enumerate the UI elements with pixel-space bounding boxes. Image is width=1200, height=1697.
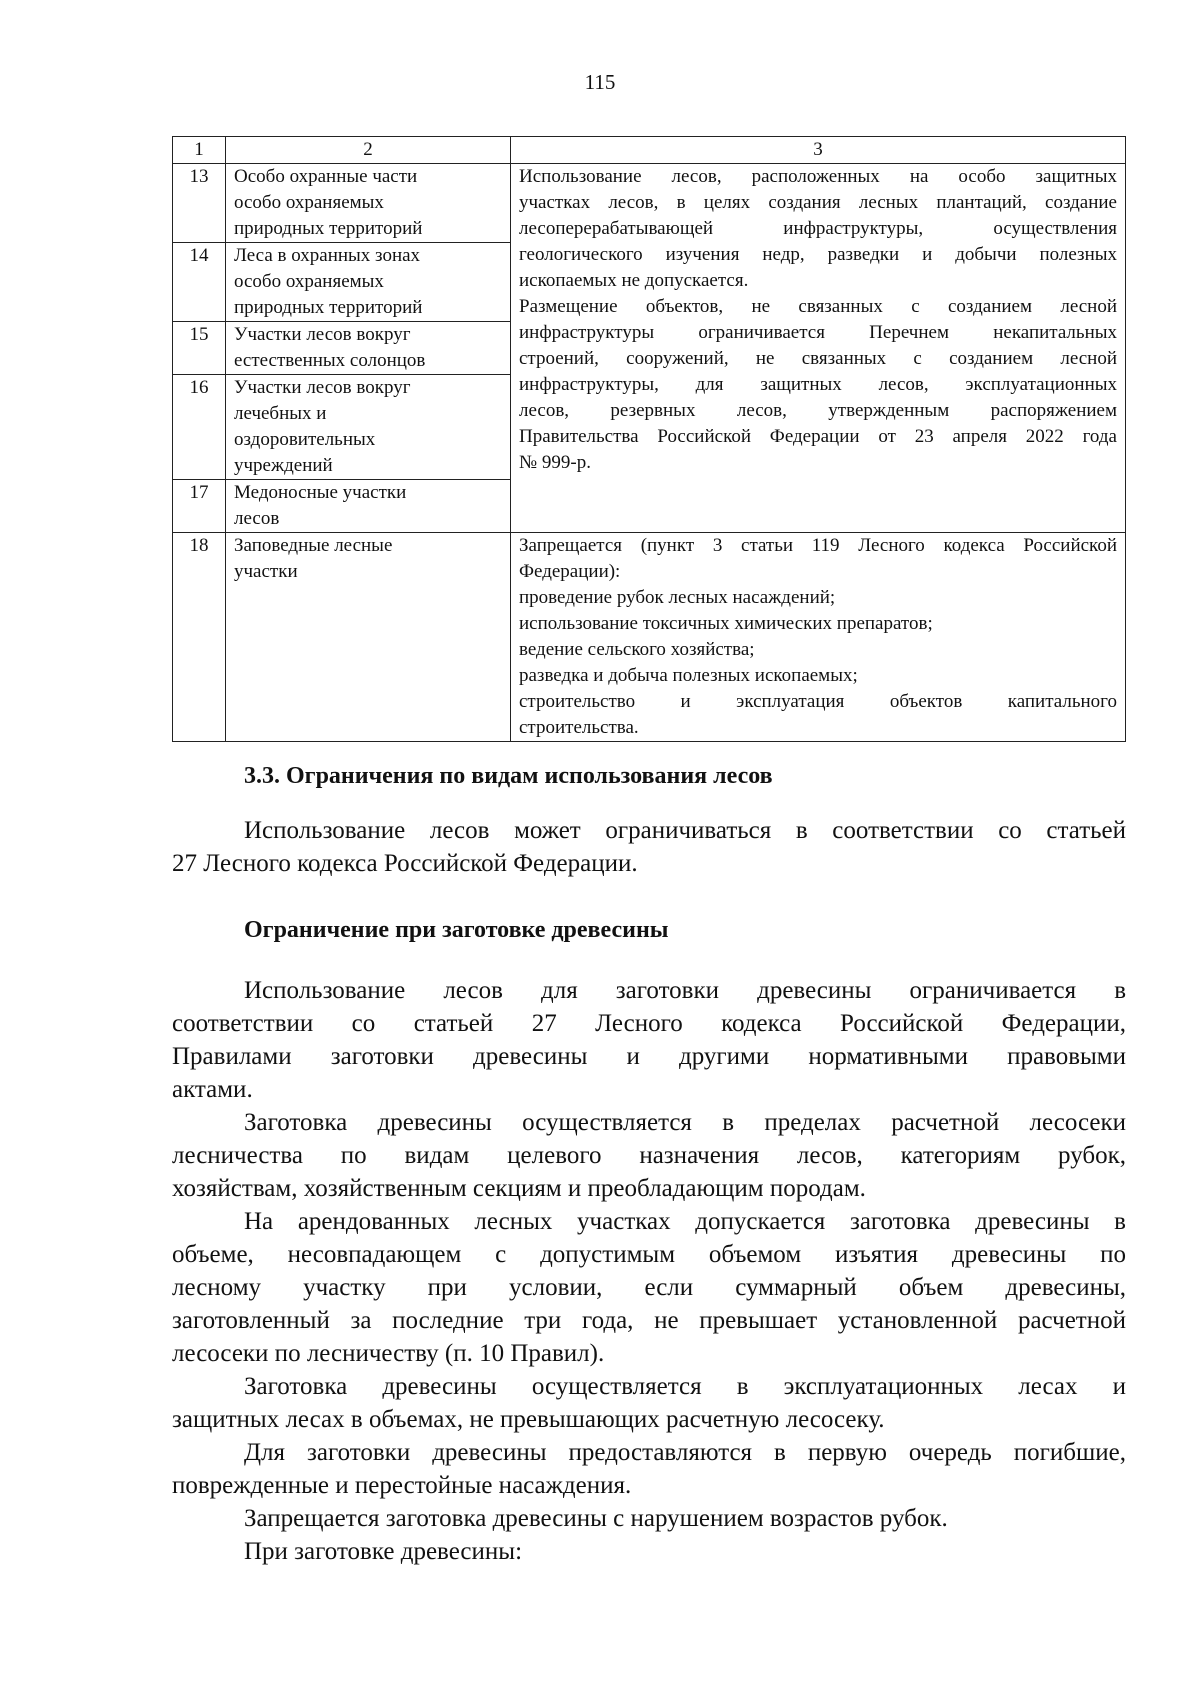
category-line: естественных солонцов <box>234 350 426 371</box>
restriction-line: Запрещается (пункт 3 статьи 119 Лесного кодекса Российской <box>519 535 1117 556</box>
paragraph-line: заготовленный за последние три года, не превышает установленной расчетной <box>172 1307 1126 1334</box>
paragraph-line: 27 Лесного кодекса Российской Федерации. <box>172 850 638 877</box>
section-title: 3.3. Ограничения по видам использования лесов <box>244 763 773 789</box>
row-number: 13 <box>173 164 226 243</box>
restriction-line: Размещение объектов, не связанных с созданием лесной <box>519 296 1117 317</box>
restriction-line: инфраструктуры, для защитных лесов, эксплуатационных <box>519 374 1117 395</box>
paragraph-line: защитных лесах в объемах, не превышающих расчетную лесосеку. <box>172 1406 885 1433</box>
category-line: Леса в охранных зонах <box>234 245 421 266</box>
category-line: учреждений <box>234 455 333 476</box>
table-row <box>173 533 1126 742</box>
category-line: Заповедные лесные <box>234 535 393 556</box>
paragraph-line: При заготовке древесины: <box>244 1538 523 1565</box>
header-col-3: 3 <box>511 137 1126 164</box>
category-line: Участки лесов вокруг <box>234 324 411 345</box>
category-line: Особо охранные части <box>234 166 418 187</box>
category-line: природных территорий <box>234 297 423 318</box>
restriction-line: Использование лесов, расположенных на особо защитных <box>519 166 1117 187</box>
restrictions-table <box>172 136 1126 742</box>
row-category <box>226 533 511 742</box>
paragraph-line: На арендованных лесных участках допускается заготовка древесины в <box>244 1208 1126 1235</box>
paragraph-line: соответствии со статьей 27 Лесного кодекса Российской Федерации, <box>172 1010 1126 1037</box>
paragraph-line: Заготовка древесины осуществляется в пределах расчетной лесосеки <box>244 1109 1126 1136</box>
paragraph-line: актами. <box>172 1076 253 1103</box>
row-number: 15 <box>173 322 226 375</box>
restriction-line: Федерации): <box>519 561 621 582</box>
category-line: оздоровительных <box>234 429 376 450</box>
row-category <box>226 243 511 322</box>
row-number: 14 <box>173 243 226 322</box>
restriction-line: лесоперерабатывающей инфраструктуры, осуществления <box>519 218 1117 239</box>
paragraph-line: Использование лесов может ограничиваться в соответствии со статьей <box>244 817 1126 844</box>
category-line: особо охраняемых <box>234 271 384 292</box>
restriction-line: № 999-р. <box>519 452 591 473</box>
category-line: лесов <box>234 508 280 529</box>
table-header-row <box>173 137 1126 164</box>
merged-restriction-text <box>511 164 1126 533</box>
paragraph-line: поврежденные и перестойные насаждения. <box>172 1472 632 1499</box>
row-category <box>226 164 511 243</box>
row-category <box>226 375 511 480</box>
row-category <box>226 322 511 375</box>
header-col-1: 1 <box>173 137 226 164</box>
restriction-line: инфраструктуры ограничивается Перечнем некапитальных <box>519 322 1117 343</box>
paragraph-line: хозяйствам, хозяйственным секциям и преобладающим породам. <box>172 1175 866 1202</box>
restriction-line: ископаемых не допускается. <box>519 270 749 291</box>
restriction-line: разведка и добыча полезных ископаемых; <box>519 665 858 686</box>
page-number: 115 <box>584 70 616 94</box>
row-number: 18 <box>173 533 226 742</box>
category-line: особо охраняемых <box>234 192 384 213</box>
paragraph-line: лесному участку при условии, если суммарный объем древесины, <box>172 1274 1126 1301</box>
restriction-line: строений, сооружений, не связанных с созданием лесной <box>519 348 1117 369</box>
paragraph-line: объеме, несовпадающем с допустимым объемом изъятия древесины по <box>172 1241 1126 1268</box>
restriction-line: ведение сельского хозяйства; <box>519 639 755 660</box>
paragraph-line: лесосеки по лесничеству (п. 10 Правил). <box>172 1340 605 1367</box>
restriction-line: строительства. <box>519 717 639 738</box>
header-col-2: 2 <box>226 137 511 164</box>
restriction-line: проведение рубок лесных насаждений; <box>519 587 836 608</box>
category-line: участки <box>234 561 298 582</box>
subsection-title: Ограничение при заготовке древесины <box>244 917 669 943</box>
paragraph-line: Заготовка древесины осуществляется в эксплуатационных лесах и <box>244 1373 1126 1400</box>
section-paragraph <box>172 814 1126 880</box>
paragraph-line: Правилами заготовки древесины и другими нормативными правовыми <box>172 1043 1126 1070</box>
restriction-line: строительство и эксплуатация объектов капитального <box>519 691 1117 712</box>
row-number: 16 <box>173 375 226 480</box>
restriction-line: Правительства Российской Федерации от 23 апреля 2022 года <box>519 426 1117 447</box>
category-line: Медоносные участки <box>234 482 407 503</box>
paragraph-line: Для заготовки древесины предоставляются в первую очередь погибшие, <box>244 1439 1126 1466</box>
body-text <box>172 974 1126 1568</box>
category-line: лечебных и <box>234 403 327 424</box>
paragraph-line: Запрещается заготовка древесины с нарушением возрастов рубок. <box>244 1505 948 1532</box>
restriction-line: геологического изучения недр, разведки и добычи полезных <box>519 244 1117 265</box>
restriction-line: лесов, резервных лесов, утвержденным распоряжением <box>519 400 1117 421</box>
row-category <box>226 480 511 533</box>
category-line: Участки лесов вокруг <box>234 377 411 398</box>
restriction-line: использование токсичных химических препаратов; <box>519 613 933 634</box>
paragraph-line: лесничества по видам целевого назначения лесов, категориям рубок, <box>172 1142 1126 1169</box>
table-row <box>173 164 1126 243</box>
restriction-line: участках лесов, в целях создания лесных плантаций, создание <box>519 192 1117 213</box>
row18-restriction-text <box>511 533 1126 742</box>
category-line: природных территорий <box>234 218 423 239</box>
row-number: 17 <box>173 480 226 533</box>
paragraph-line: Использование лесов для заготовки древесины ограничивается в <box>244 977 1126 1004</box>
